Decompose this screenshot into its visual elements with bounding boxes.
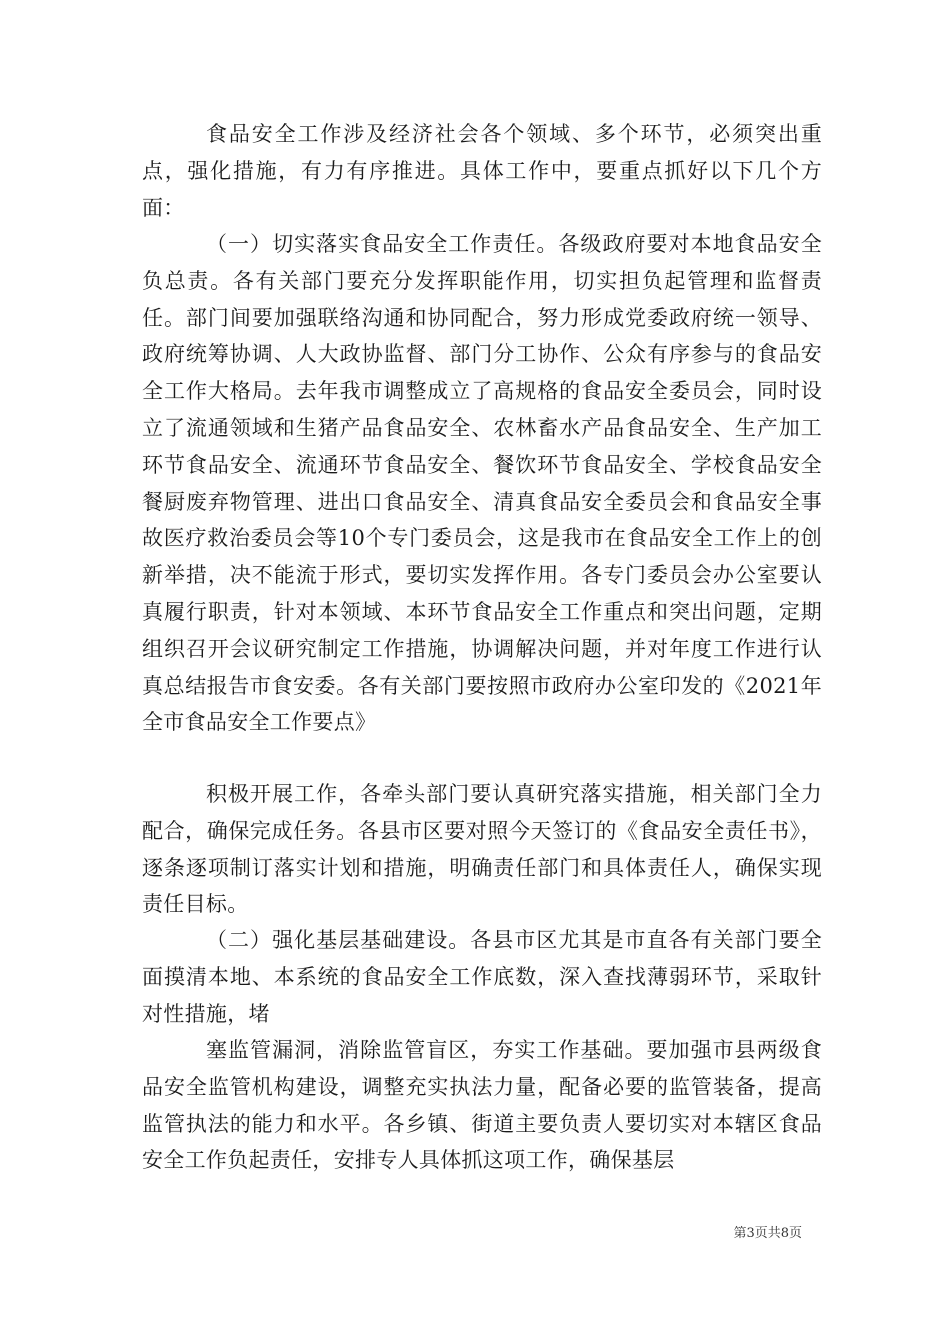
paragraph-continuation-one: 积极开展工作，各牵头部门要认真研究落实措施，相关部门全力配合，确保完成任务。各县市区要对照今天签订的《食品安全责任书》，逐条逐项制订落实计划和措施，明确责任部门和具体责任人，确保实现责任目标。 xyxy=(142,782,822,917)
page-number-label: 第3页共8页 xyxy=(733,1226,802,1241)
paragraph-continuation-two: 塞监管漏洞，消除监管盲区，夯实工作基础。要加强市县两级食品安全监管机构建设，调整充实执法力量，配备必要的监管装备，提高监管执法的能力和水平。各乡镇、街道主要负责人要切实对本辖区食品安全工作负起责任，安排专人具体抓这项工作，确保基层 xyxy=(142,1038,822,1173)
paragraph-section-one: （一）切实落实食品安全工作责任。各级政府要对本地食品安全负总责。各有关部门要充分发挥职能作用，切实担负起管理和监督责任。部门间要加强联络沟通和协同配合，努力形成党委政府统一领导、政府统筹协调、人大政协监督、部门分工协作、公众有序参与的食品安全工作大格局。去年我市调整成立了高规格的食品安全委员会，同时设立了流通领域和生猪产品食品安全、农林畜水产品食品安全、生产加工环节食品安全、流通环节食品安全、餐饮环节食品安全、学校食品安全餐厨废弃物管理、进出口食品安全、清真食品安全委员会和食品安全事故医疗救治委员会等10个专门委员会，这是我市在食品安全工作上的创新举措，决不能流于形式，要切实发挥作用。各专门委员会办公室要认真履行职责，针对本领域、本环节食品安全工作重点和突出问题，定期组织召开会议研究制定工作措施，协调解决问题，并对年度工作进行认真总结报告市食安委。各有关部门要按照市政府办公室印发的《2021年全市食品安全工作要点》 xyxy=(142,232,822,735)
paragraph-section-two: （二）强化基层基础建设。各县市区尤其是市直各有关部门要全面摸清本地、本系统的食品安全工作底数，深入查找薄弱环节，采取针对性措施，堵 xyxy=(142,928,822,1026)
paragraph-intro: 食品安全工作涉及经济社会各个领域、多个环节，必须突出重点，强化措施，有力有序推进。具体工作中，要重点抓好以下几个方面： xyxy=(142,122,822,220)
